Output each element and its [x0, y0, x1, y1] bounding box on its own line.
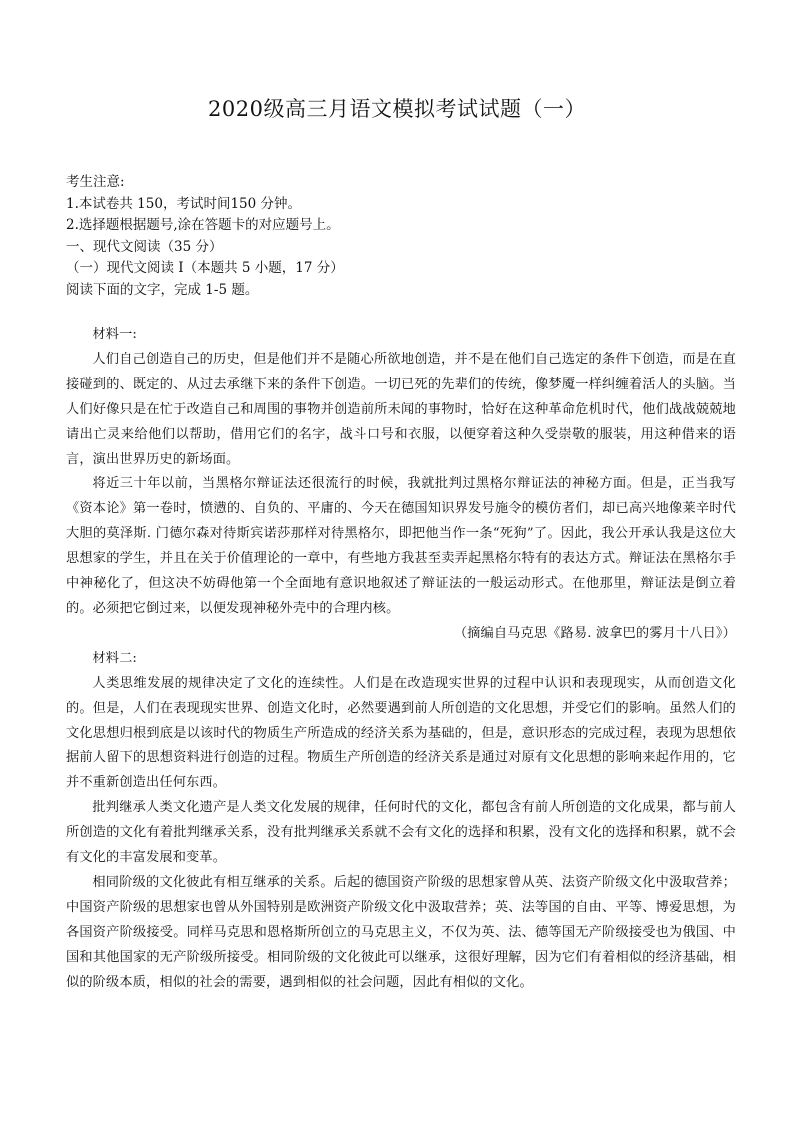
section-heading: 一、现代文阅读（35 分） — [66, 238, 223, 255]
material-two-paragraph: 人类思维发展的规律决定了文化的连续性。人们是在改造现实世界的过程中认识和表现现实，从而创造文化的。但是，人们在表现现实世界、创造文化时，必然要遇到前人所创造的文化思想，并受它们的影响。虽然人们的文化思想归根到底是以该时代的物质生产所造成的经济关系为基础的，但是，意识形态的完成过程，表现为思想依据前人留下的思想资料进行创造的过程。物质生产所创造的经济关系是通过对原有文化思想的影响来起作用的，它并不重新创造出任何东西。 — [66, 675, 736, 791]
material-two-paragraph: 批判继承人类文化遗产是人类文化发展的规律，任何时代的文化，都包含有前人所创造的文化成果，都与前人所创造的文化有着批判继承关系，没有批判继承关系就不会有文化的选择和积累，没有文化的选择和积累，就不会有文化的丰富发展和变革。 — [66, 800, 736, 866]
reading-instruction: 阅读下面的文字，完成 1-5 题。 — [66, 281, 259, 298]
material-one-source: （摘编自马克思《路易. 波拿巴的雾月十八日》） — [453, 625, 736, 641]
notice-heading: 考生注意: — [66, 174, 125, 190]
material-one-label: 材料一: — [92, 327, 137, 342]
subsection-heading: （一）现代文阅读 I（本题共 5 小题，17 分） — [66, 260, 344, 276]
page-title: 2020级高三月语文模拟考试试题（一） — [208, 97, 586, 121]
material-one-paragraph: 人们自己创造自己的历史，但是他们并不是随心所欲地创造，并不是在他们自己选定的条件下创造，而是在直接碰到的、既定的、从过去承继下来的条件下创造。一切已死的先辈们的传统，像梦魇一样纠缠着活人的头脑。当人们好像只是在忙于改造自己和周围的事物并创造前所未闻的事物时，恰好在这种革命危机时代，他们战战兢兢地请出亡灵来给他们以帮助，借用它们的名字，战斗口号和衣服，以便穿着这种久受崇敬的服装，用这种借来的语言，演出世界历史的新场面。 — [66, 351, 736, 467]
material-two-paragraph: 相同阶级的文化彼此有相互继承的关系。后起的德国资产阶级的思想家曾从英、法资产阶级文化中汲取营养；中国资产阶级的思想家也曾从外国特别是欧洲资产阶级文化中汲取营养；英、法等国的自由、平等、博爱思想，为各国资产阶级接受。同样马克思和恩格斯所创立的马克思主义，不仅为英、法、德等国无产阶级接受也为俄国、中国和其他国家的无产阶级所接受。相同阶级的文化彼此可以继承，这很好理解，因为它们有着相似的经济基础，相似的阶级本质，相似的社会的需要，遇到相似的社会问题，因此有相似的文化。 — [66, 874, 736, 990]
notice-item: 2.选择题根据题号,涂在答题卡的对应题号上。 — [66, 217, 340, 233]
notice-item: 1.本试卷共 150，考试时间150 分钟。 — [66, 195, 301, 212]
exam-header — [66, 172, 736, 301]
reading-passage — [66, 323, 736, 995]
material-one-paragraph: 将近三十年以前，当黑格尔辩证法还很流行的时候，我就批判过黑格尔辩证法的神秘方面。但是，正当我写《资本论》第一卷时，愤懑的、自负的、平庸的、今天在德国知识界发号施令的模仿者们，却已高兴地像莱辛时代大胆的莫泽斯. 门德尔森对待斯宾诺莎那样对待黑格尔，即把他当作一条“死狗”了。因此，我公开承认我是这位大思想家的学生，并且在关于价值理论的一章中，有些地方我甚至卖弄起黑格尔特有的表达方式。辩证法在黑格尔手中神秘化了，但这决不妨碍他第一个全面地有意识地叙述了辩证法的一般运动形式。在他那里，辩证法是倒立着的。必须把它倒过来，以便发现神秘外壳中的合理内核。 — [66, 476, 736, 616]
material-two-label: 材料二: — [92, 650, 137, 666]
